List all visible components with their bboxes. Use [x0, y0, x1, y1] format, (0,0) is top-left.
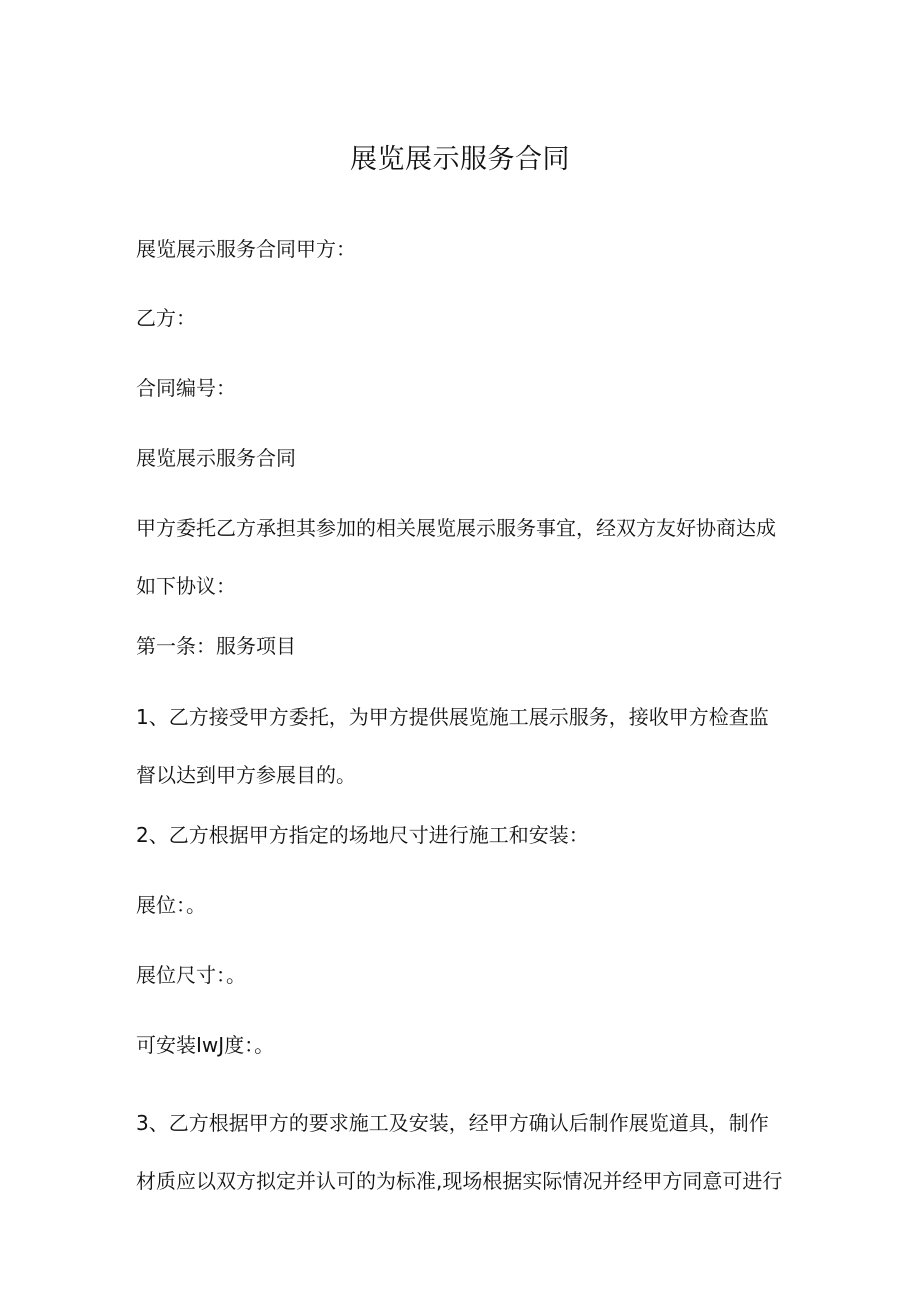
intro-paragraph — [136, 499, 796, 615]
text-line: 3、乙方根据甲方的要求施工及安装，经甲方确认后制作展览道具，制作 — [136, 1111, 769, 1135]
text-line: 1、乙方接受甲方委托，为甲方提供展览施工展示服务，接收甲方检查监 — [136, 705, 769, 729]
text-line: 可安装IwJ度：。 — [136, 1033, 275, 1057]
contract-subtitle — [136, 429, 796, 487]
clause-1 — [136, 688, 796, 804]
text-line: 展位尺寸：。 — [136, 963, 246, 987]
text-line: 甲方委托乙方承担其参加的相关展览展示服务事宜，经双方友好协商达成 — [136, 516, 776, 540]
clause-3 — [136, 1094, 796, 1210]
booth-line — [136, 876, 796, 934]
contract-number-line — [136, 359, 796, 417]
text-line: 合同编号： — [136, 376, 236, 400]
text-line: 乙方： — [136, 306, 196, 330]
text-line: 督以达到甲方参展目的。 — [136, 763, 356, 787]
text-line: 第一条：服务项目 — [136, 634, 296, 658]
install-height-line — [136, 1016, 796, 1074]
booth-size-line — [136, 946, 796, 1004]
document-title: 展览展示服务合同 — [350, 144, 570, 175]
party-b-line — [136, 289, 796, 347]
text-line: 2、乙方根据甲方指定的场地尺寸进行施工和安装： — [136, 823, 589, 847]
text-line: 如下协议： — [136, 574, 236, 598]
clause-2 — [136, 806, 796, 864]
text-line: 展览展示服务合同 — [136, 446, 296, 470]
article-1-heading — [136, 617, 796, 675]
text-line: 展览展示服务合同甲方： — [136, 237, 356, 261]
party-a-line — [136, 220, 796, 278]
text-line: 展位：。 — [136, 893, 206, 917]
text-line: 材质应以双方拟定并认可的为标准,现场根据实际情况并经甲方同意可进行 — [136, 1169, 783, 1193]
